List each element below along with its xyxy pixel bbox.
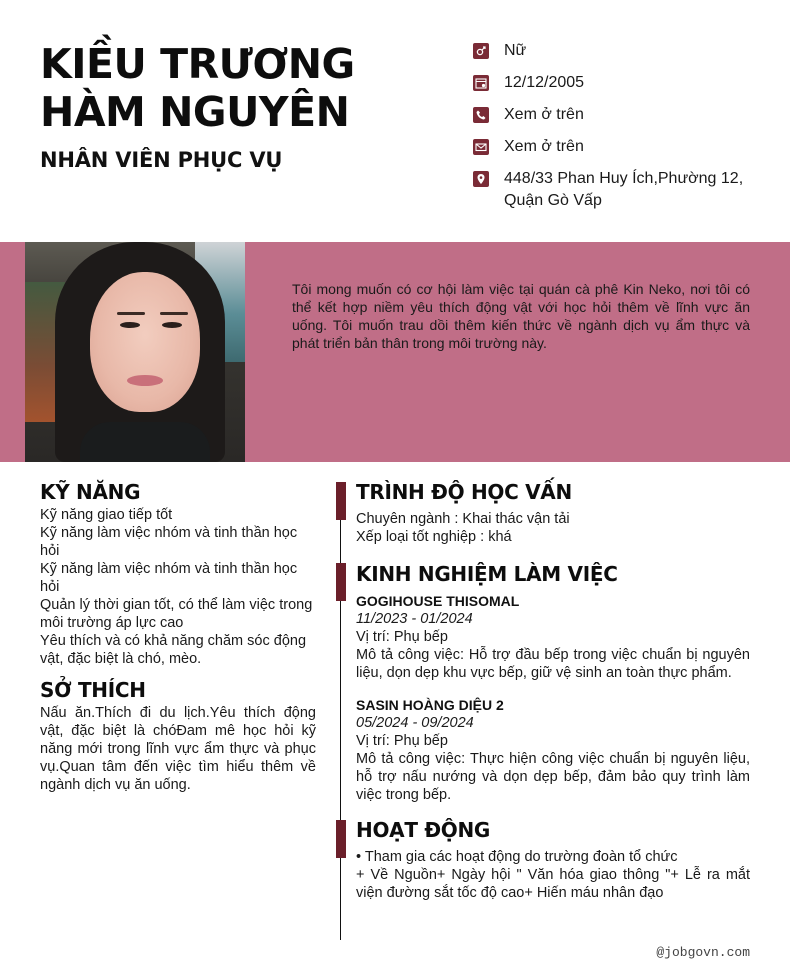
- email-value: Xem ở trên: [504, 138, 584, 155]
- job-description: Mô tả công việc: Hỗ trợ đầu bếp trong việc chuẩn bị nguyên liệu, dọn dẹp khu vực bếp, giữ vệ sinh an toàn thực phẩm.: [356, 647, 750, 681]
- skills-list: [40, 506, 316, 668]
- activities-details: [356, 848, 750, 902]
- contact-address: [473, 168, 773, 212]
- timeline-marker-experience: [336, 563, 346, 601]
- job-period: 05/2024 - 09/2024: [356, 715, 474, 731]
- timeline-marker-activities: [336, 820, 346, 858]
- activity-line: • Tham gia các hoạt động do trường đoàn tổ chức: [356, 849, 678, 865]
- job-company: GOGIHOUSE THISOMAL: [356, 593, 520, 609]
- contact-gender: [473, 40, 773, 62]
- contact-phone: [473, 104, 773, 126]
- job-position: Vị trí: Phụ bếp: [356, 733, 448, 749]
- career-objective: Tôi mong muốn có cơ hội làm việc tại quán cà phê Kin Neko, nơi tôi có thể kết hợp niềm yêu thích động vật với học hỏi thêm về lĩnh vực ăn uống. Tôi muốn trau dồi thêm kiến thức về ngành dịch vụ ẩm thực và phát triển bản thân trong môi trường này.: [292, 281, 750, 351]
- email-icon: [473, 139, 489, 155]
- job-entry: [356, 592, 750, 682]
- birthdate-value: 12/12/2005: [504, 74, 585, 91]
- gender-icon: [473, 43, 489, 59]
- skills-heading: KỸ NĂNG: [40, 480, 141, 504]
- hobbies-text: Nấu ăn.Thích đi du lịch.Yêu thích động vật, đặc biệt là chóĐam mê học hỏi kỹ năng mới trong lĩnh vực ẩm thực và phục vụ.Quan tâm đến việc tìm hiểu thêm về ngành dịch vụ ăn uống.: [40, 705, 316, 793]
- contact-birthdate: [473, 72, 773, 94]
- timeline-line: [340, 482, 341, 940]
- contact-email: [473, 136, 773, 158]
- profile-photo: [25, 242, 245, 462]
- right-column: [356, 478, 750, 902]
- skill-item: Yêu thích và có khả năng chăm sóc động vật, đặc biệt là chó, mèo.: [40, 633, 307, 667]
- experience-heading: KINH NGHIỆM LÀM VIỆC: [356, 562, 618, 586]
- job-title: NHÂN VIÊN PHỤC VỤ: [40, 148, 283, 172]
- phone-value: Xem ở trên: [504, 106, 584, 123]
- gender-value: Nữ: [504, 42, 527, 59]
- education-details: [356, 510, 750, 546]
- name-line-1: KIỀU TRƯƠNG: [40, 40, 355, 88]
- skill-item: Kỹ năng làm việc nhóm và tinh thần học hỏi: [40, 561, 298, 595]
- contact-info: [473, 40, 773, 222]
- skill-item: Kỹ năng giao tiếp tốt: [40, 507, 173, 523]
- name-line-2: HÀM NGUYÊN: [40, 88, 350, 136]
- job-position: Vị trí: Phụ bếp: [356, 629, 448, 645]
- activity-line: + Về Nguồn+ Ngày hội " Văn hóa giao thông "+ Lễ ra mắt viện đường sắt tốc độ cao+ Hiến máu nhân đạo: [356, 867, 750, 901]
- candidate-name: [40, 40, 420, 136]
- timeline-marker-education: [336, 482, 346, 520]
- skill-item: Kỹ năng làm việc nhóm và tinh thần học hỏi: [40, 525, 298, 559]
- hobbies-heading: SỞ THÍCH: [40, 678, 146, 702]
- education-major: Chuyên ngành : Khai thác vận tải: [356, 511, 570, 527]
- skill-item: Quản lý thời gian tốt, có thể làm việc trong môi trường áp lực cao: [40, 597, 313, 631]
- calendar-icon: [473, 75, 489, 91]
- job-description: Mô tả công việc: Thực hiện công việc chuẩn bị nguyên liệu, hỗ trợ nấu nướng và dọn dẹp bếp, đảm bảo quy trình làm việc trong bếp.: [356, 751, 750, 803]
- address-value: 448/33 Phan Huy Ích,Phường 12, Quận Gò Vấp: [504, 170, 744, 209]
- job-entry: [356, 696, 750, 804]
- education-grade: Xếp loại tốt nghiệp : khá: [356, 529, 512, 545]
- job-company: SASIN HOÀNG DIỆU 2: [356, 697, 504, 713]
- left-column: [40, 478, 316, 794]
- phone-icon: [473, 107, 489, 123]
- education-heading: TRÌNH ĐỘ HỌC VẤN: [356, 480, 572, 504]
- job-period: 11/2023 - 01/2024: [356, 611, 473, 627]
- location-icon: [473, 171, 489, 187]
- activities-heading: HOẠT ĐỘNG: [356, 818, 491, 842]
- watermark: @jobgovn.com: [656, 945, 750, 960]
